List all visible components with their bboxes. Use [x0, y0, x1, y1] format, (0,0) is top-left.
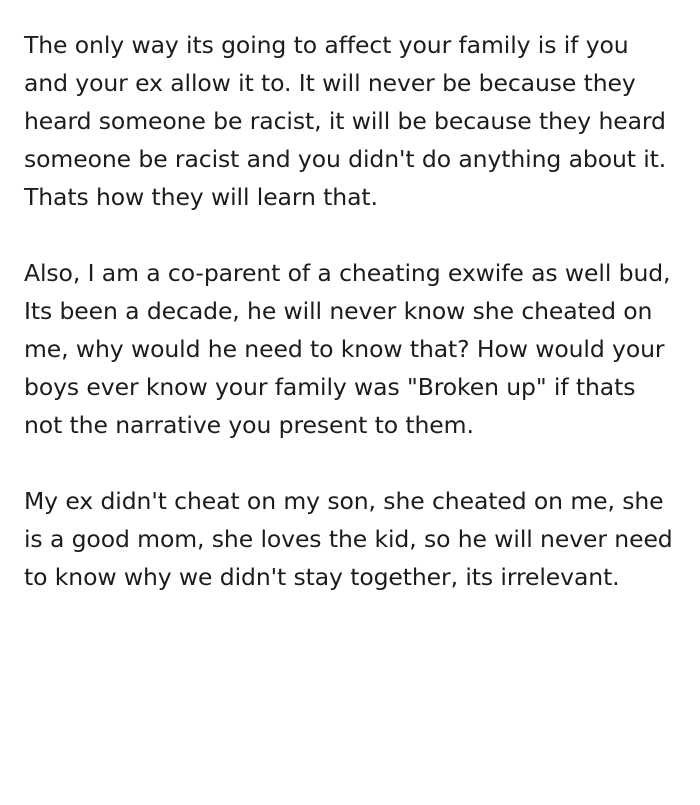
paragraph-2: Also, I am a co-parent of a cheating exwife as well bud, Its been a decade, he will never know she cheated on me, why would he need to know that? How would your boys ever know your family was "Broken up" if thats not the narrative you present to them. — [24, 259, 678, 439]
paragraph-1: The only way its going to affect your family is if you and your ex allow it to. It will never be because they heard someone be racist, it will be because they heard someone be racist and you didn't do anything about it. Thats how they will learn that. — [24, 31, 674, 211]
paragraph-3: My ex didn't cheat on my son, she cheated on me, she is a good mom, she loves the kid, so he will never need to know why we didn't stay together, its irrelevant. — [24, 487, 680, 591]
